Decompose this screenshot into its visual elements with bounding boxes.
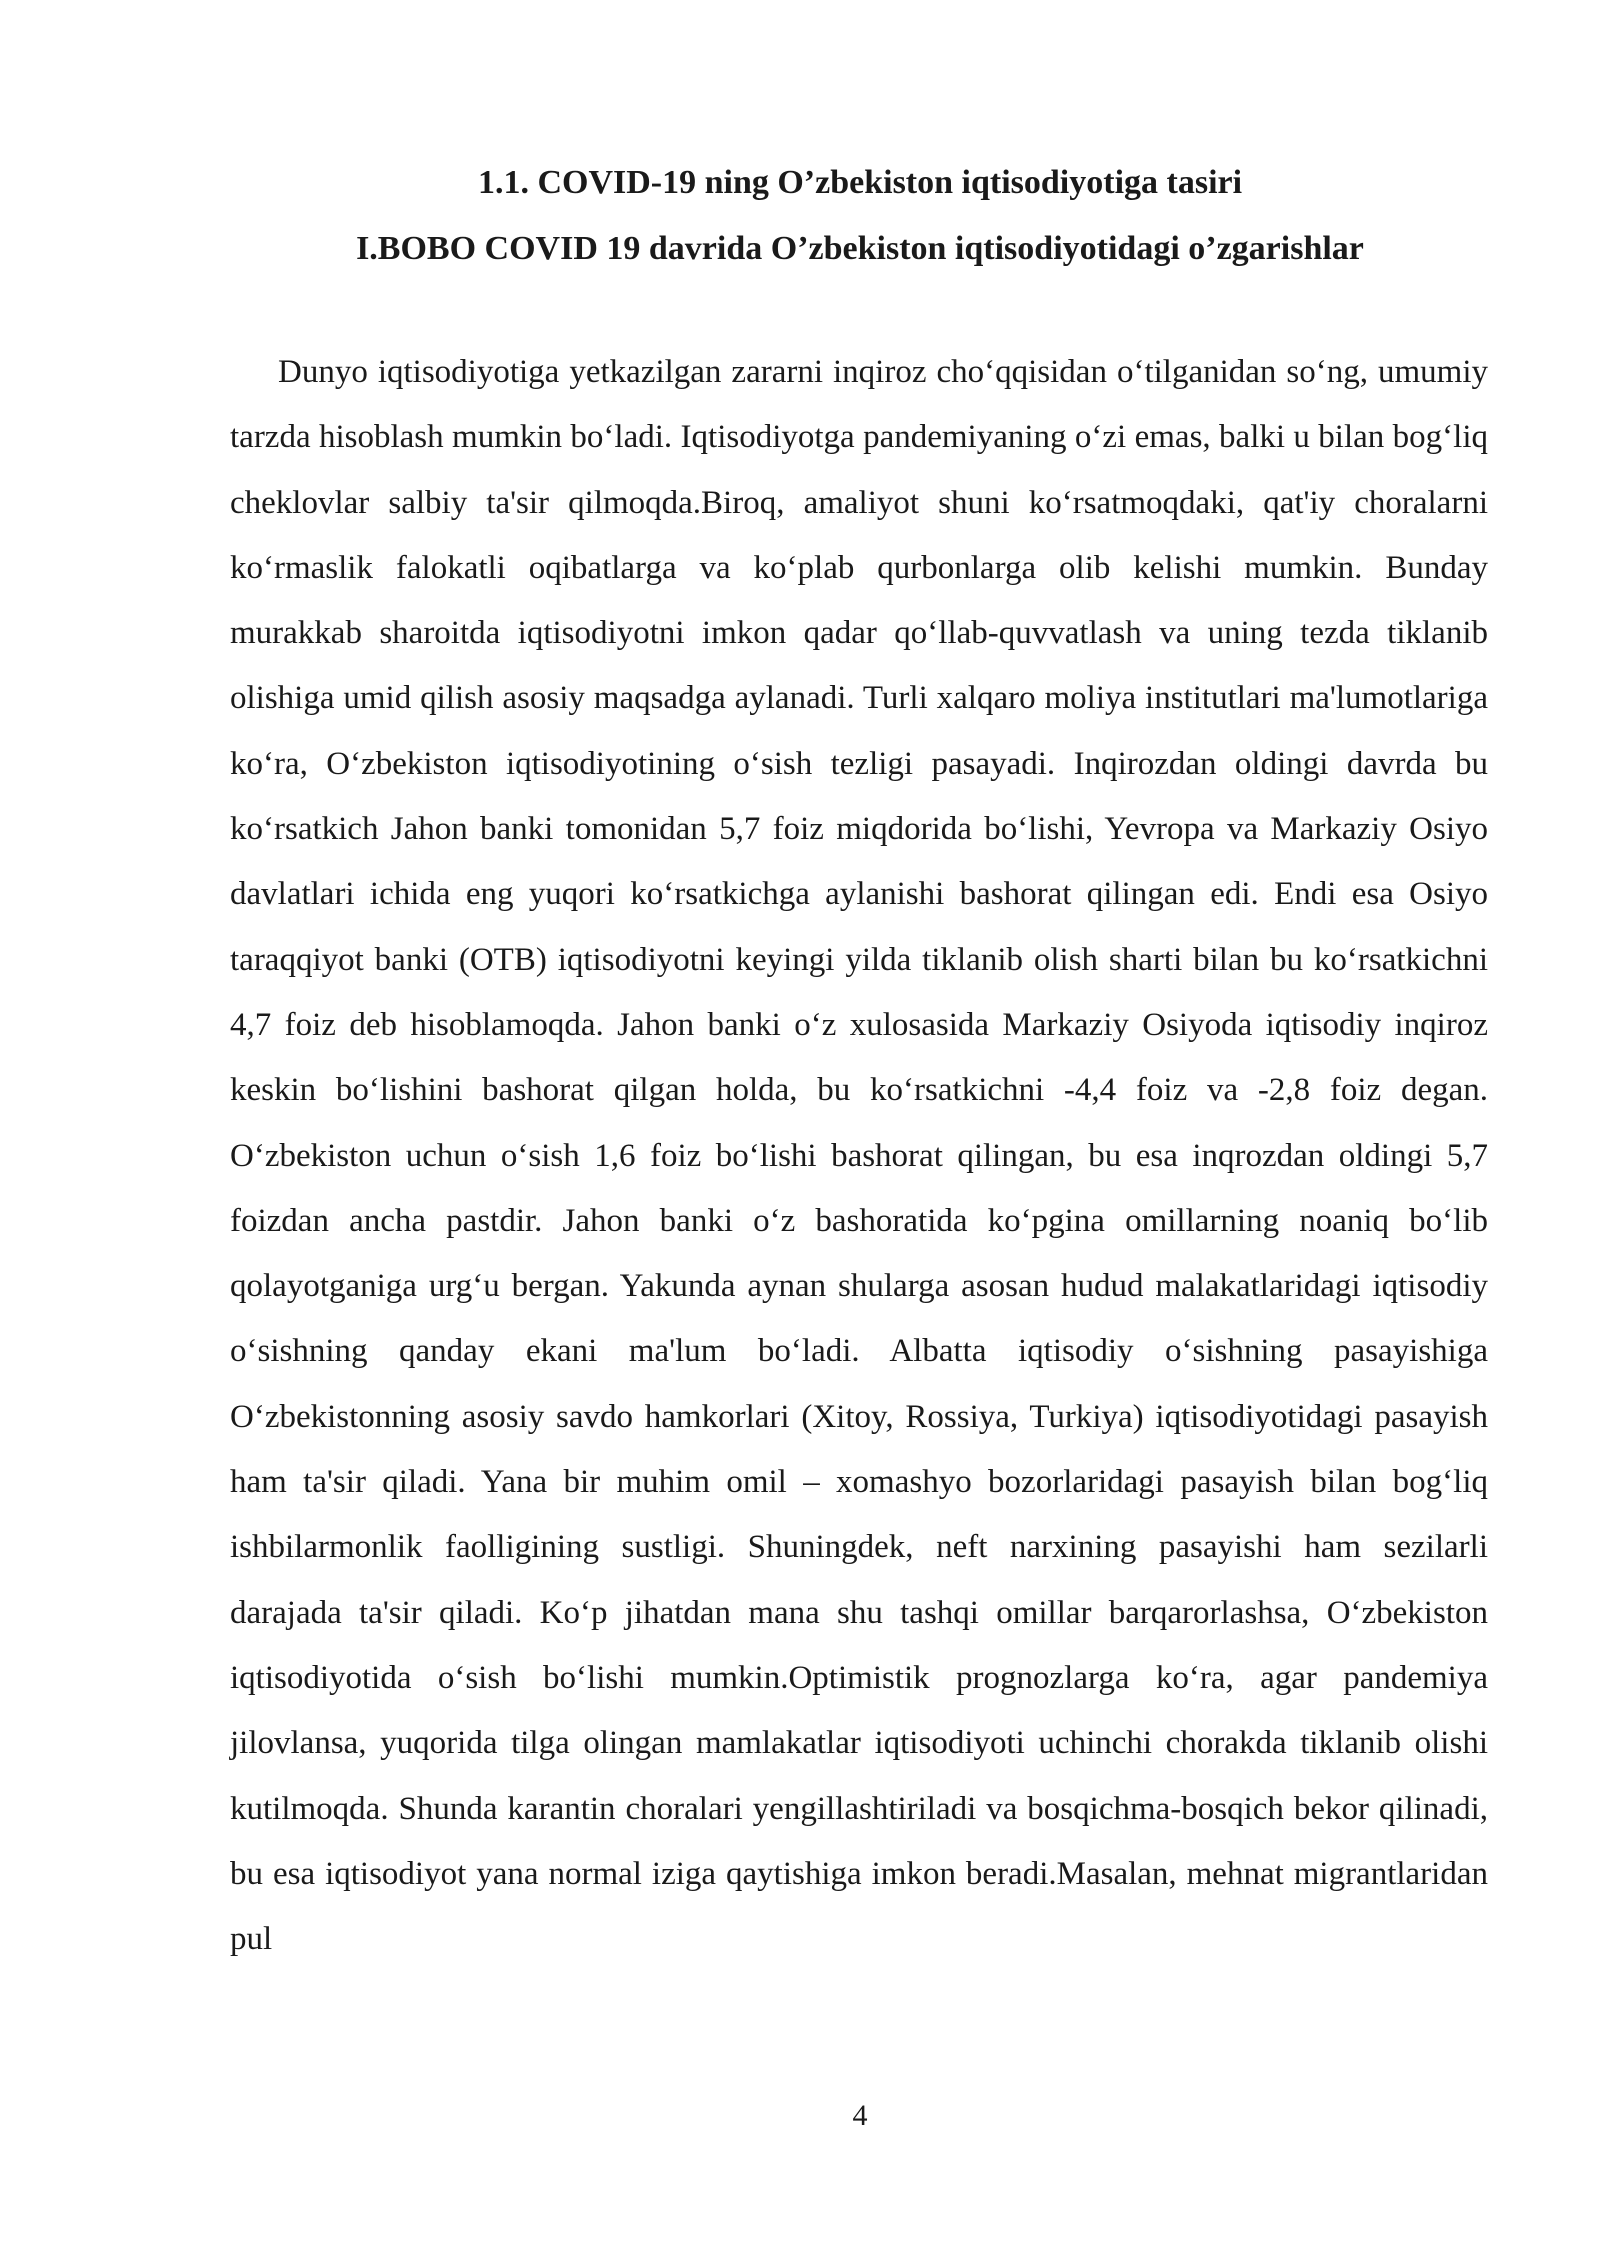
heading-block [230, 150, 1490, 282]
page-number: 4 [852, 2099, 868, 2132]
chapter-heading: I.BOBO COVID 19 davrida O’zbekiston iqtisodiyotidagi o’zgarishlar [356, 230, 1364, 267]
body-paragraph: Dunyo iqtisodiyotiga yetkazilgan zararni inqiroz cho‘qqisidan o‘tilganidan so‘ng, umumiy tarzda hisoblash mumkin bo‘ladi. Iqtisodiyotga pandemiyaning o‘zi emas, balki u bilan bog‘liq cheklovlar salbiy ta'sir qilmoqda.Biroq, amaliyot shuni ko‘rsatmoqdaki, qat'iy choralarni ko‘rmaslik falokatli oqibatlarga va ko‘plab qurbonlarga olib kelishi mumkin. Bunday murakkab sharoitda iqtisodiyotni imkon qadar qo‘llab-quvvatlash va uning tezda tiklanib olishiga umid qilish asosiy maqsadga aylanadi. Turli xalqaro moliya institutlari ma'lumotlariga ko‘ra, O‘zbekiston iqtisodiyotining o‘sish tezligi pasayadi. Inqirozdan oldingi davrda bu ko‘rsatkich Jahon banki tomonidan 5,7 foiz miqdorida bo‘lishi, Yevropa va Markaziy Osiyo davlatlari ichida eng yuqori ko‘rsatkichga aylanishi bashorat qilingan edi. Endi esa Osiyo taraqqiyot banki (OTB) iqtisodiyotni keyingi yilda tiklanib olish sharti bilan bu ko‘rsatkichni 4,7 foiz deb hisoblamoqda. Jahon banki o‘z xulosasida Markaziy Osiyoda iqtisodiy inqiroz keskin bo‘lishini bashorat qilgan holda, bu ko‘rsatkichni -4,4 foiz va -2,8 foiz degan. O‘zbekiston uchun o‘sish 1,6 foiz bo‘lishi bashorat qilingan, bu esa inqrozdan oldingi 5,7 foizdan ancha pastdir. Jahon banki o‘z bashoratida ko‘pgina omillarning noaniq bo‘lib qolayotganiga urg‘u bergan. Yakunda aynan shularga asosan hudud malakatlaridagi iqtisodiy o‘sishning qanday ekani ma'lum bo‘ladi. Albatta iqtisodiy o‘sishning pasayishiga O‘zbekistonning asosiy savdo hamkorlari (Xitoy, Rossiya, Turkiya) iqtisodiyotidagi pasayish ham ta'sir qiladi. Yana bir muhim omil – xomashyo bozorlaridagi pasayish bilan bog‘liq ishbilarmonlik faolligining sustligi. Shuningdek, neft narxining pasayishi ham sezilarli darajada ta'sir qiladi. Ko‘p jihatdan mana shu tashqi omillar barqarorlashsa, O‘zbekiston iqtisodiyotida o‘sish bo‘lishi mumkin.Optimistik prognozlarga ko‘ra, agar pandemiya jilovlansa, yuqorida tilga olingan mamlakatlar iqtisodiyoti uchinchi chorakda tiklanib olishi kutilmoqda. Shunda karantin choralari yengillashtiriladi va bosqichma-bosqich bekor qilinadi, bu esa iqtisodiyot yana normal iziga qaytishiga imkon beradi.Masalan, mehnat migrantlaridan pul [230, 354, 1488, 1958]
section-heading: 1.1. COVID-19 ning O’zbekiston iqtisodiyotiga tasiri [477, 164, 1243, 201]
